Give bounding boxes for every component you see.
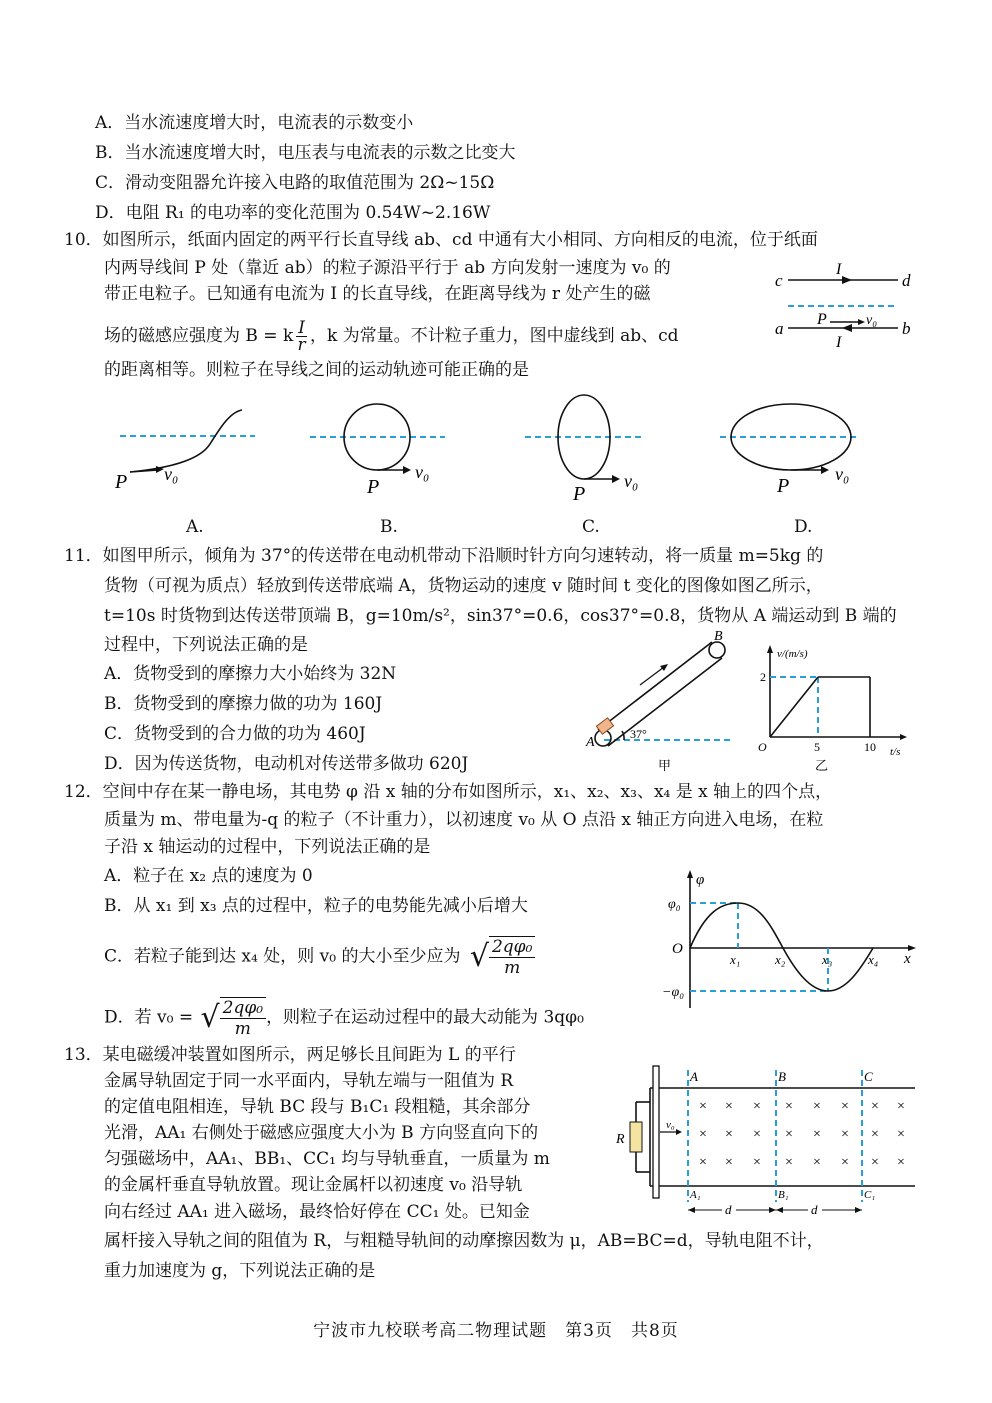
q11-line1: 11．如图甲所示，倾角为 37°的传送带在电动机带动下沿顺时针方向匀速转动，将一质量 m=5kg 的: [64, 546, 824, 566]
svg-text:x: x: [904, 951, 911, 967]
q13-line6: 的金属杆垂直导轨放置。现让金属杆以初速度 v₀ 沿导轨: [104, 1175, 523, 1195]
field-cross-icon: ×: [753, 1127, 761, 1142]
field-cross-icon: ×: [841, 1127, 849, 1142]
field-cross-icon: ×: [871, 1127, 879, 1142]
q12-line2: 质量为 m、带电量为-q 的粒子（不计重力），以初速度 v₀ 从 O 点沿 x 轴正方向进入电场，在粒: [104, 810, 824, 830]
q10-option-c-label: C.: [582, 517, 600, 537]
q9-option-d: D．电阻 R₁ 的电功率的变化范围为 0.54W~2.16W: [95, 203, 491, 223]
field-cross-icon: ×: [897, 1099, 905, 1114]
q9-option-a: A．当水流速度增大时，电流表的示数变小: [95, 113, 414, 133]
svg-text:P: P: [115, 471, 128, 493]
svg-text:P: P: [777, 475, 790, 497]
field-cross-icon: ×: [699, 1099, 707, 1114]
q12-option-d: D．若 v₀ = √ $\frac{\text{2qφ₀}}{m}$ ，则粒子在运动过程中的最大动能为 3qφ₀: [104, 998, 584, 1039]
field-cross-icon: ×: [813, 1099, 821, 1114]
svg-text:A₁: A₁: [690, 1189, 701, 1201]
svg-text:10: 10: [864, 740, 876, 754]
q11-line4: 过程中，下列说法正确的是: [104, 635, 308, 655]
svg-text:d: d: [811, 1202, 818, 1217]
field-cross-icon: ×: [841, 1155, 849, 1170]
q10-line3: 带正电粒子。已知通有电流为 I 的长直导线，在距离导线为 r 处产生的磁: [104, 284, 651, 304]
field-cross-icon: ×: [813, 1155, 821, 1170]
field-cross-icon: ×: [871, 1099, 879, 1114]
svg-text:A: A: [690, 1069, 698, 1084]
q12-option-a: A．粒子在 x₂ 点的速度为 0: [104, 866, 313, 886]
q12-line1: 12．空间中存在某一静电场，其电势 φ 沿 x 轴的分布如图所示，x₁、x₂、x₃、x₄ 是 x 轴上的四个点，: [64, 782, 833, 802]
field-cross-icon: ×: [699, 1127, 707, 1142]
field-cross-icon: ×: [785, 1099, 793, 1114]
svg-text:x₁: x₁: [730, 952, 741, 967]
q10-option-a-label: A.: [186, 517, 204, 537]
field-cross-icon: ×: [785, 1155, 793, 1170]
svg-text:甲: 甲: [658, 758, 672, 773]
svg-text:B: B: [778, 1069, 786, 1084]
label-a: a: [775, 319, 784, 338]
q13-line9: 重力加速度为 g，下列说法正确的是: [104, 1261, 376, 1281]
label-p: P: [817, 311, 827, 328]
svg-text:x₃: x₃: [822, 952, 833, 967]
q11-line2: 货物（可视为质点）轻放到传送带底端 A，货物运动的速度 v 随时间 t 变化的图像如图乙所示，: [104, 576, 823, 596]
svg-text:v₀: v₀: [415, 462, 430, 482]
svg-text:v₀: v₀: [666, 1119, 675, 1131]
q12-option-b: B．从 x₁ 到 x₃ 点的过程中，粒子的电势能先减小后增大: [104, 896, 528, 916]
q10-option-d-figure: [715, 400, 875, 500]
svg-text:5: 5: [814, 740, 820, 754]
field-cross-icon: ×: [813, 1127, 821, 1142]
field-cross-icon: ×: [725, 1127, 733, 1142]
q13-rail-figure: [610, 1062, 920, 1222]
svg-text:P: P: [367, 476, 380, 498]
label-c: c: [775, 271, 783, 290]
field-cross-icon: ×: [897, 1155, 905, 1170]
svg-text:φ₀: φ₀: [668, 897, 681, 912]
svg-text:d: d: [725, 1202, 732, 1217]
q13-line5: 匀强磁场中，AA₁、BB₁、CC₁ 均与导轨垂直，一质量为 m: [104, 1149, 550, 1169]
svg-text:C₁: C₁: [864, 1189, 876, 1201]
q13-line1: 13．某电磁缓冲装置如图所示，两足够长且间距为 L 的平行: [64, 1045, 516, 1065]
field-cross-icon: ×: [841, 1099, 849, 1114]
field-cross-icon: ×: [753, 1155, 761, 1170]
label-b: b: [902, 319, 911, 338]
label-i-bottom: I: [836, 334, 842, 351]
q9-option-b: B．当水流速度增大时，电压表与电流表的示数之比变大: [95, 143, 516, 163]
q13-line7: 向右经过 AA₁ 进入磁场，最终恰好停在 CC₁ 处。已知金: [104, 1202, 530, 1222]
q10-option-b-label: B.: [380, 517, 398, 537]
q11-conveyor-figure: [580, 630, 760, 775]
field-cross-icon: ×: [785, 1127, 793, 1142]
svg-text:v₀: v₀: [624, 471, 639, 491]
q11-line3: t=10s 时货物到达传送带顶端 B，g=10m/s²，sin37°=0.6，cos37°=0.8，货物从 A 端运动到 B 端的: [104, 606, 897, 626]
label-v0: v₀: [866, 313, 878, 328]
q11-option-d: D．因为传送货物，电动机对传送带多做功 620J: [104, 754, 469, 774]
field-cross-icon: ×: [871, 1155, 879, 1170]
svg-text:φ: φ: [696, 872, 705, 888]
svg-text:−φ₀: −φ₀: [662, 985, 685, 1000]
q11-vt-graph: [760, 645, 915, 775]
svg-text:v/(m/s): v/(m/s): [777, 648, 808, 660]
svg-text:B₁: B₁: [778, 1189, 789, 1201]
svg-text:R: R: [616, 1132, 625, 1147]
q10-line5: 的距离相等。则粒子在导线之间的运动轨迹可能正确的是: [104, 360, 529, 380]
q10-option-a-figure: [110, 400, 270, 500]
q11-option-a: A．货物受到的摩擦力大小始终为 32N: [104, 664, 397, 684]
svg-text:t/s: t/s: [890, 746, 901, 758]
page-footer: 宁波市九校联考高二物理试题 第3页 共8页: [313, 1321, 679, 1341]
field-cross-icon: ×: [753, 1099, 761, 1114]
field-cross-icon: ×: [725, 1155, 733, 1170]
q12-potential-graph: [660, 868, 920, 1018]
svg-text:x₂: x₂: [775, 952, 786, 967]
svg-text:A: A: [586, 735, 595, 750]
svg-text:乙: 乙: [815, 758, 829, 773]
q10-option-d-label: D.: [794, 517, 813, 537]
q10-line4: 场的磁感应强度为 B = k $\frac{I}{r}$ ，k 为常量。不计粒子重力，图中虚线到 ab、cd: [104, 318, 679, 355]
q13-line8: 属杆接入导轨之间的阻值为 R，与粗糙导轨间的动摩擦因数为 μ，AB=BC=d，导轨电阻不计，: [104, 1231, 824, 1251]
q10-option-c-figure: [520, 392, 680, 507]
q13-line2: 金属导轨固定于同一水平面内，导轨左端与一阻值为 R: [104, 1071, 514, 1091]
svg-text:x₄: x₄: [868, 952, 879, 967]
q9-option-c: C．滑动变阻器允许接入电路的取值范围为 2Ω~15Ω: [95, 173, 495, 193]
svg-text:2: 2: [760, 670, 766, 684]
svg-text:P: P: [573, 483, 586, 505]
q12-option-c: C．若粒子能到达 x₄ 处，则 v₀ 的大小至少应为 √ $\frac{\text{2qφ₀}}{m}$: [104, 936, 535, 978]
svg-text:C: C: [864, 1069, 873, 1084]
label-d: d: [902, 271, 911, 290]
svg-text:v₀: v₀: [835, 464, 850, 484]
svg-text:B: B: [714, 629, 723, 644]
svg-text:v₀: v₀: [164, 464, 179, 484]
q13-line3: 的定值电阻相连，导轨 BC 段与 B₁C₁ 段粗糙，其余部分: [104, 1097, 531, 1117]
q13-line4: 光滑，AA₁ 右侧处于磁感应强度大小为 B 方向竖直向下的: [104, 1123, 539, 1143]
q10-wire-diagram: [770, 262, 930, 352]
q12-line3: 子沿 x 轴运动的过程中，下列说法正确的是: [104, 837, 431, 857]
field-cross-icon: ×: [725, 1099, 733, 1114]
svg-text:O: O: [758, 740, 767, 754]
q11-option-b: B．货物受到的摩擦力做的功为 160J: [104, 694, 383, 714]
q10-line2: 内两导线间 P 处（靠近 ab）的粒子源沿平行于 ab 方向发射一速度为 v₀ 的: [104, 258, 671, 278]
label-i-top: I: [836, 261, 842, 278]
field-cross-icon: ×: [897, 1127, 905, 1142]
q10-line1: 10．如图所示，纸面内固定的两平行长直导线 ab、cd 中通有大小相同、方向相反的电流，位于纸面: [64, 230, 818, 250]
q10-option-b-figure: [305, 395, 465, 500]
svg-text:O: O: [672, 941, 683, 957]
q11-option-c: C．货物受到的合力做的功为 460J: [104, 724, 366, 744]
field-cross-icon: ×: [699, 1155, 707, 1170]
svg-text:37°: 37°: [630, 727, 647, 741]
